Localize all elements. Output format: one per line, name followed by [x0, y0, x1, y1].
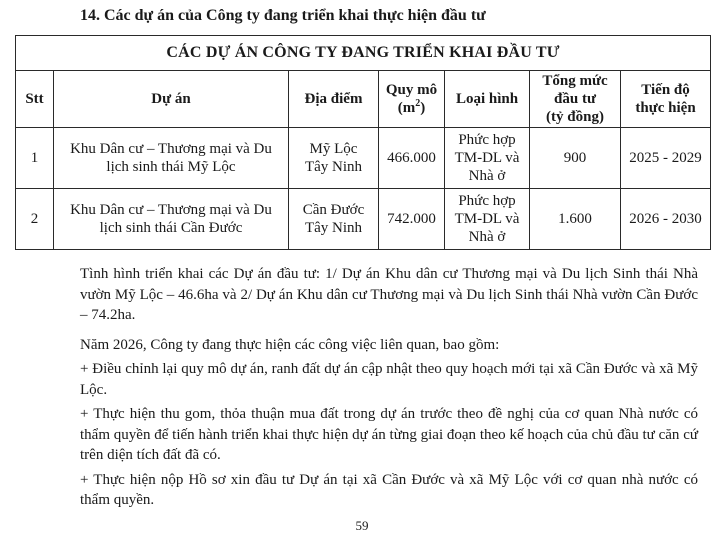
cell-location: [289, 128, 379, 189]
header-schedule-line1: Tiến độ: [641, 82, 690, 98]
header-investment-line3: (tỷ đồng): [546, 109, 604, 125]
cell-location-line2: Tây Ninh: [304, 159, 363, 175]
table-title: CÁC DỰ ÁN CÔNG TY ĐANG TRIỂN KHAI ĐẦU TƯ: [16, 36, 711, 71]
cell-schedule: 2025 - 2029: [621, 128, 711, 189]
paragraph-implementation-status: Tình hình triển khai các Dự án đầu tư: 1/ Dự án Khu dân cư Thương mại và Du lịch Sinh thái Nhà vườn Mỹ Lộc – 46.6ha và 2/ Dự án Khu dân cư Thương mại và Du lịch Sinh thái Nhà vườn Cần Đước – 74.2ha.: [80, 266, 698, 323]
header-investment: [530, 71, 621, 128]
cell-scale: 466.000: [379, 128, 445, 189]
header-scale-unit-end: ): [420, 100, 426, 116]
page-number: 59: [355, 518, 369, 533]
header-scale: [379, 71, 445, 128]
cell-stt: 2: [16, 189, 54, 250]
header-project: Dự án: [54, 71, 289, 128]
table-title-row: [16, 36, 711, 71]
paragraph-adjust-scale: + Điều chỉnh lại quy mô dự án, ranh đất dự án cập nhật theo quy hoạch mới tại xã Cần Đước và xã Mỹ Lộc.: [80, 361, 698, 398]
cell-project-line1: Khu Dân cư – Thương mại và Du: [70, 202, 272, 218]
header-schedule-line2: thực hiện: [635, 100, 696, 116]
header-investment-line2: đầu tư: [554, 91, 596, 107]
cell-type-line2: TM-DL và: [454, 150, 520, 166]
section-heading: 14. Các dự án của Công ty đang triển khai thực hiện đầu tư: [80, 7, 486, 24]
cell-type-line3: Nhà ở: [468, 168, 506, 184]
header-location: Địa điểm: [289, 71, 379, 128]
body-text: [80, 264, 698, 515]
cell-type-line1: Phức hợp: [458, 193, 516, 209]
header-scale-unit-sup: 2: [415, 98, 421, 109]
cell-project-line1: Khu Dân cư – Thương mại và Du: [70, 141, 272, 157]
cell-stt: 1: [16, 128, 54, 189]
cell-type-line2: TM-DL và: [454, 211, 520, 227]
table-row: [16, 128, 711, 189]
cell-location-line1: Cần Đước: [302, 202, 365, 218]
cell-type-line1: Phức hợp: [458, 132, 516, 148]
cell-investment: 1.600: [530, 189, 621, 250]
paragraph-submit-dossier: + Thực hiện nộp Hồ sơ xin đầu tư Dự án tại xã Cần Đước và xã Mỹ Lộc với cơ quan nhà nước có thẩm quyền.: [80, 471, 698, 508]
cell-location-line2: Tây Ninh: [304, 220, 363, 236]
header-scale-unit-base: (m: [397, 100, 416, 116]
header-type: Loại hình: [445, 71, 530, 128]
cell-project: [54, 128, 289, 189]
cell-schedule: 2026 - 2030: [621, 189, 711, 250]
header-stt: Stt: [16, 71, 54, 128]
cell-type: [445, 128, 530, 189]
header-scale-unit: [398, 100, 426, 116]
paragraph-land-acquisition: + Thực hiện thu gom, thỏa thuận mua đất trong dự án trước theo đề nghị của cơ quan Nhà nước có thẩm quyền để tiến hành triển khai thực hiện dự án từng giai đoạn theo kế hoạch của chủ đầu tư căn cứ trên diện tích đất đã có.: [80, 406, 698, 463]
header-scale-label: Quy mô: [385, 82, 438, 98]
cell-scale: 742.000: [379, 189, 445, 250]
cell-type: [445, 189, 530, 250]
cell-location: [289, 189, 379, 250]
table-header-row: [16, 71, 711, 128]
table-row: [16, 189, 711, 250]
cell-project-line2: lịch sinh thái Cần Đước: [99, 220, 243, 236]
cell-project-line2: lịch sinh thái Mỹ Lộc: [106, 159, 236, 175]
cell-location-line1: Mỹ Lộc: [309, 141, 358, 157]
cell-investment: 900: [530, 128, 621, 189]
projects-table: [15, 35, 711, 250]
cell-project: [54, 189, 289, 250]
cell-type-line3: Nhà ở: [468, 229, 506, 245]
header-schedule: [621, 71, 711, 128]
paragraph-intro-2026: Năm 2026, Công ty đang thực hiện các công việc liên quan, bao gồm:: [80, 336, 500, 353]
header-investment-line1: Tổng mức: [542, 73, 608, 89]
